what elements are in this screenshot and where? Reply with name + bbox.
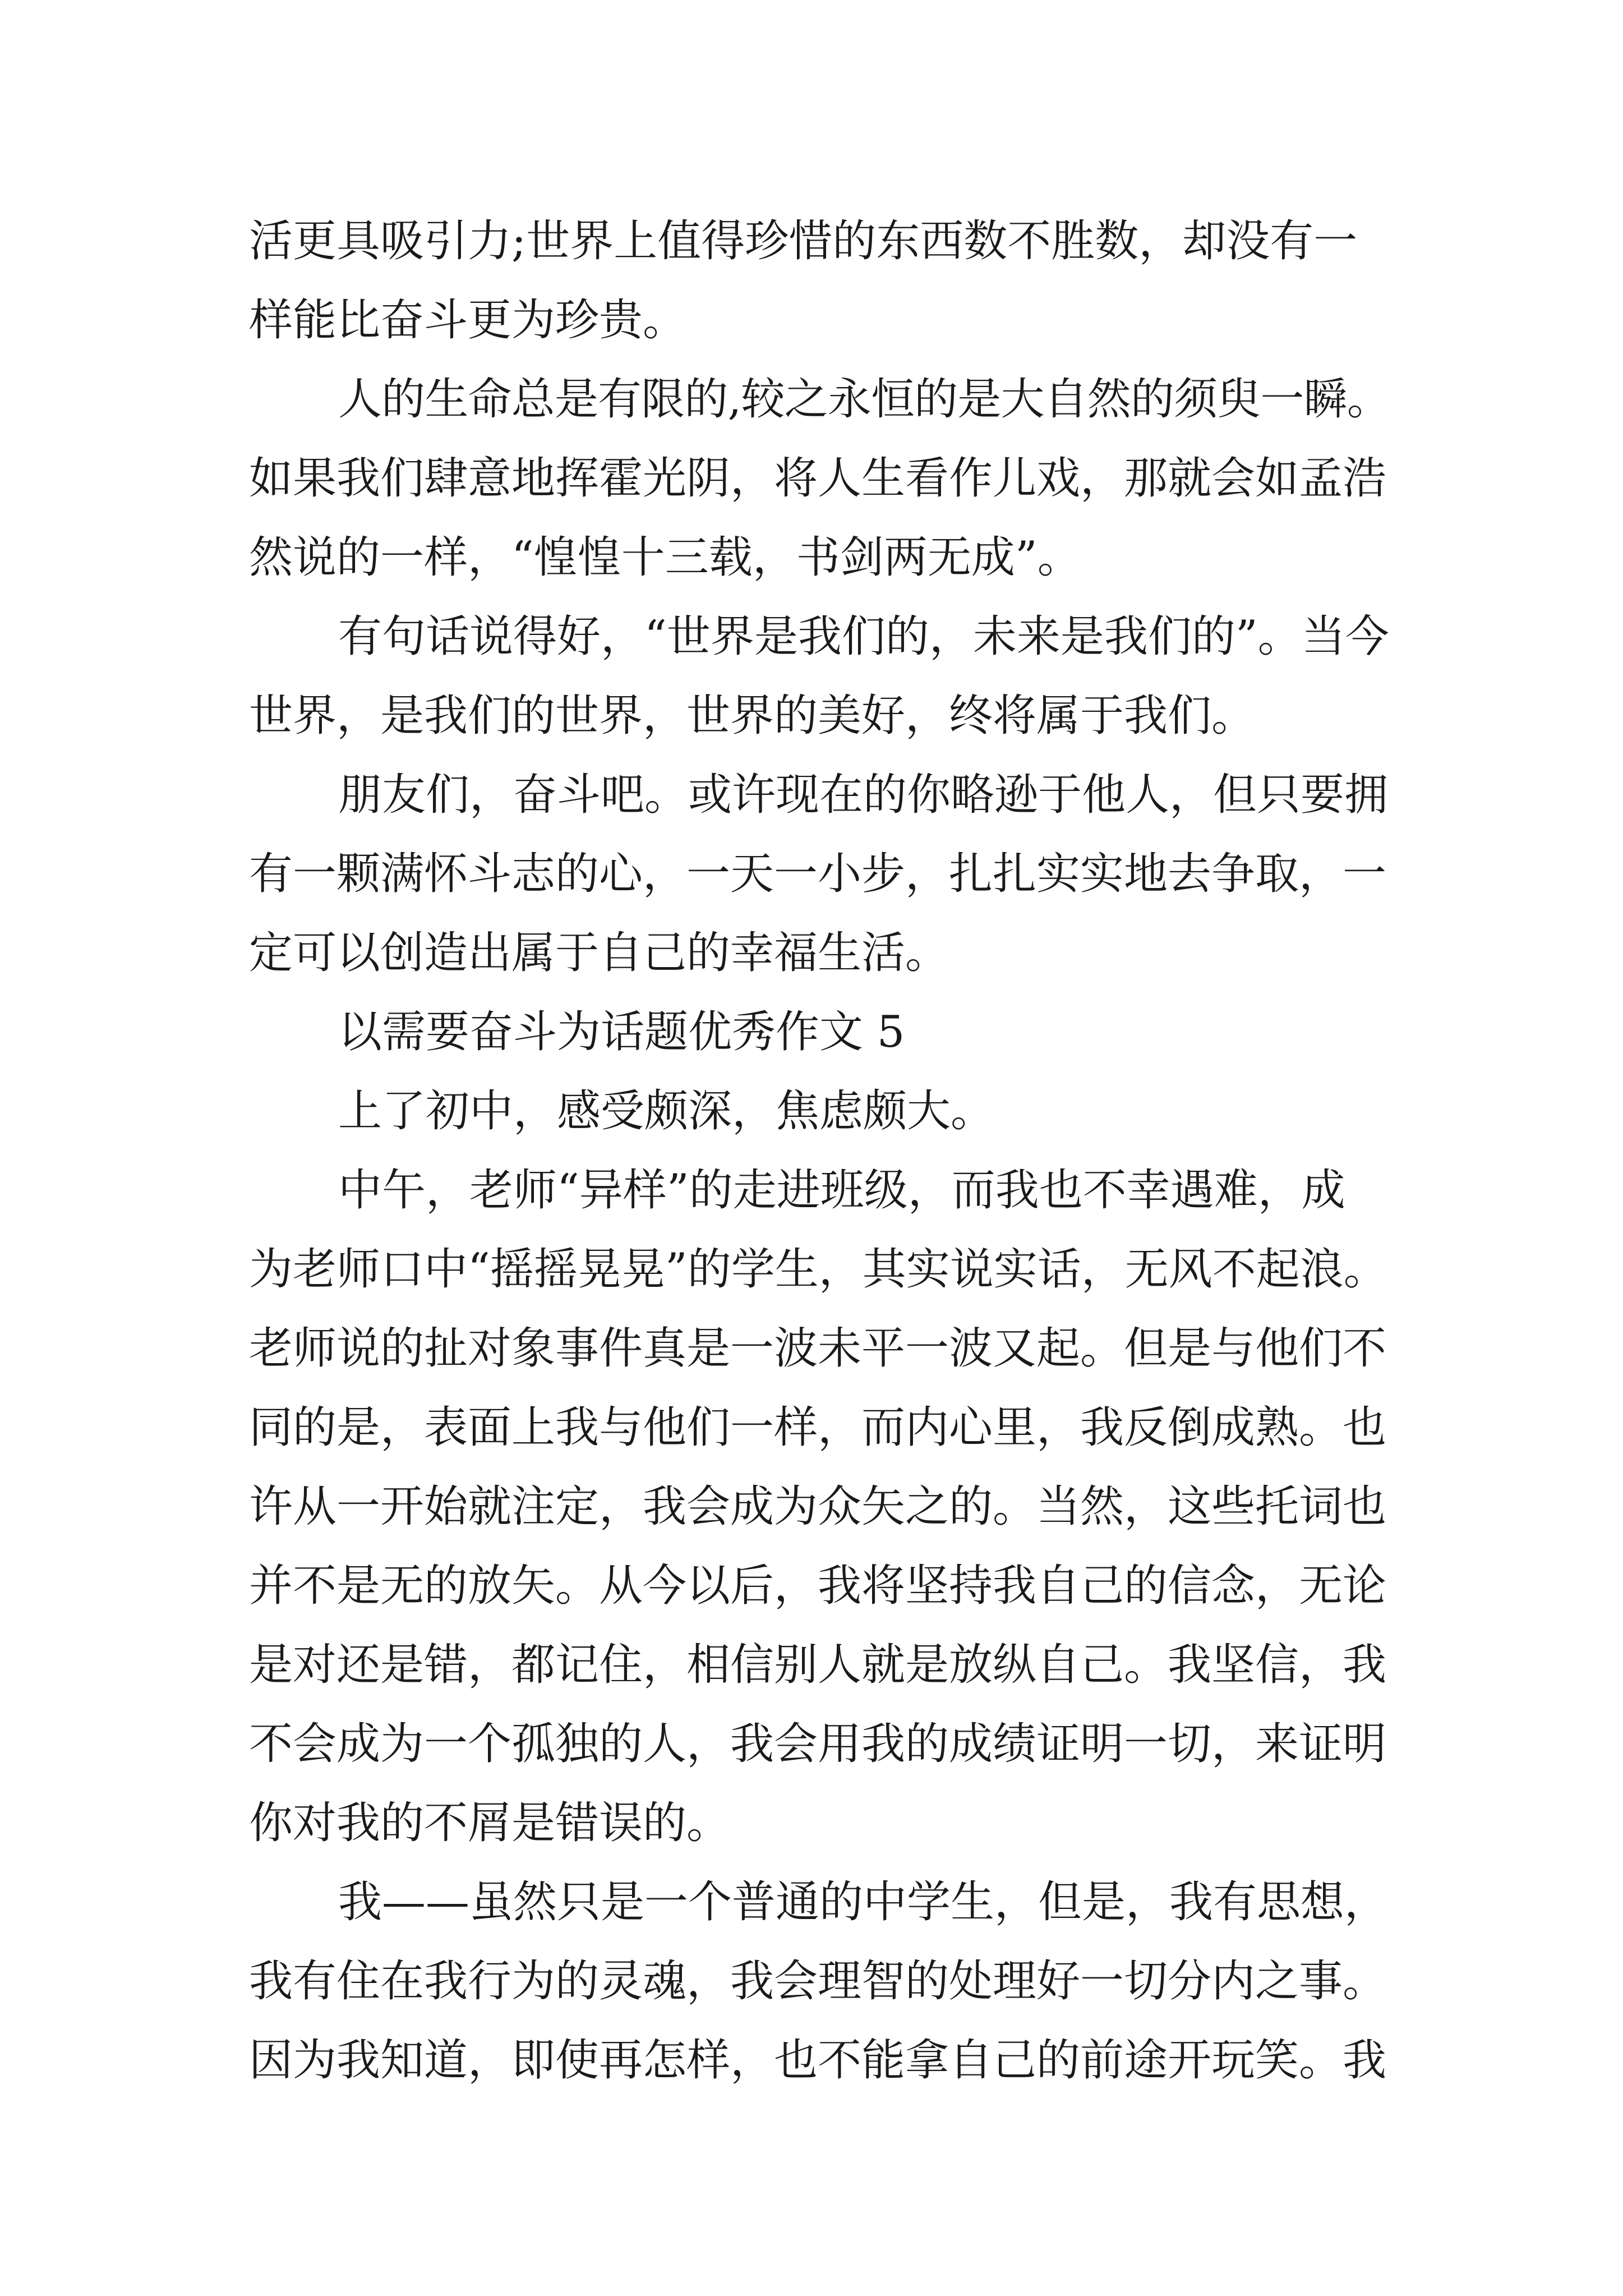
text-line: 世界，是我们的世界，世界的美好，终将属于我们。 [249, 691, 1256, 741]
text-line: 以需要奋斗为话题优秀作文 5 [338, 1007, 905, 1057]
text-line: 活更具吸引力;世界上值得珍惜的东西数不胜数，却没有一 [249, 216, 1358, 266]
text-line: 并不是无的放矢。从今以后，我将坚持我自己的信念，无论 [249, 1561, 1387, 1611]
text-line: 人的生命总是有限的,较之永恒的是大自然的须臾一瞬。 [338, 374, 1390, 425]
text-line: 朋友们，奋斗吧。或许现在的你略逊于他人，但只要拥 [338, 770, 1389, 820]
text-line: 上了初中，感受颇深，焦虑颇大。 [338, 1086, 995, 1137]
text-line: 样能比奋斗更为珍贵。 [249, 295, 687, 346]
text-line: 你对我的不屑是错误的。 [249, 1798, 731, 1848]
text-line: 为老师口中“摇摇晃晃”的学生，其实说实话，无风不起浪。 [249, 1244, 1387, 1295]
text-line: 老师说的扯对象事件真是一波未平一波又起。但是与他们不 [249, 1323, 1387, 1374]
text-line: 如果我们肆意地挥霍光阴，将人生看作儿戏，那就会如孟浩 [249, 453, 1387, 504]
text-line: 因为我知道，即使再怎样，也不能拿自己的前途开玩笑。我 [249, 2035, 1387, 2086]
text-line: 中午，老师“异样”的走进班级，而我也不幸遇难，成 [338, 1165, 1345, 1216]
text-line: 然说的一样，“惶惶十三载，书剑两无成”。 [249, 532, 1081, 583]
text-line: 许从一开始就注定，我会成为众矢之的。当然，这些托词也 [249, 1481, 1387, 1532]
text-line: 是对还是错，都记住，相信别人就是放纵自己。我坚信，我 [249, 1640, 1387, 1690]
text-line: 有一颗满怀斗志的心，一天一小步，扎扎实实地去争取，一 [249, 849, 1387, 899]
text-line: 我有住在我行为的灵魂，我会理智的处理好一切分内之事。 [249, 1956, 1387, 2007]
text-line: 定可以创造出属于自己的幸福生活。 [249, 928, 949, 978]
text-line: 同的是，表面上我与他们一样，而内心里，我反倒成熟。也 [249, 1402, 1387, 1453]
text-line: 有句话说得好，“世界是我们的，未来是我们的”。当今 [338, 611, 1389, 662]
text-line: 不会成为一个孤独的人，我会用我的成绩证明一切，来证明 [249, 1719, 1387, 1769]
text-line: 我——虽然只是一个普通的中学生，但是，我有思想， [338, 1877, 1389, 1927]
